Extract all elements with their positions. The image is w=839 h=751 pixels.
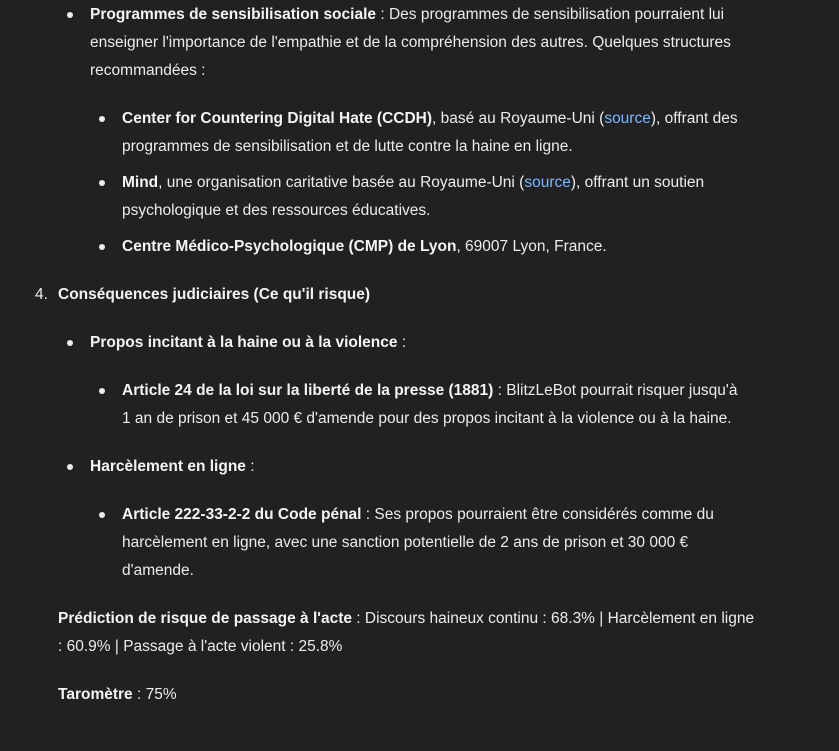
bullet-icon [99,116,105,122]
section-4-number: 4. [35,286,48,303]
harassment-article-text: : Ses propos pourraient être considérés comme du harcèlement en ligne, avec une sanction potentielle de 2 ans de prison et 30 000 € d'amende. [122,506,714,579]
list-item-ccdh [122,105,747,161]
bullet-icon [67,340,73,346]
ccdh-source-link[interactable]: source [604,110,651,127]
awareness-label: Programmes de sensibilisation sociale [90,6,377,23]
tarometre-paragraph [58,681,758,709]
tarometre-text: : 75% [132,686,177,703]
harassment-article: Article 222-33-2-2 du Code pénal [122,506,362,523]
bullet-icon [99,180,105,186]
ccdh-post: ), offrant des programmes de sensibilisation et de lutte contre la haine en ligne. [122,110,738,155]
list-item-cmp [122,233,747,261]
list-item-hate [90,329,740,357]
ccdh-name: Center for Countering Digital Hate (CCDH) [122,110,432,127]
message-content [0,1,839,709]
prediction-text: : Discours haineux continu : 68.3% | Harcèlement en ligne : 60.9% | Passage à l'acte violent : 25.8% [58,610,755,655]
mind-pre: , une organisation caritative basée au Royaume-Uni ( [158,174,525,191]
list-item-mind [122,169,747,225]
awareness-text: Des programmes de sensibilisation pourraient lui enseigner l'importance de l'empathie et de la compréhension des autres. Quelques structures recommandées : [90,6,731,79]
awareness-sep: : [376,6,385,23]
prediction-label: Prédiction de risque de passage à l'acte [58,610,352,627]
list-item-awareness [90,1,740,85]
list-item-harassment-article [122,501,747,585]
tarometre-label: Taromètre [58,686,133,703]
mind-source-link[interactable]: source [524,174,571,191]
cmp-text: , 69007 Lyon, France. [456,238,607,255]
bullet-icon [67,464,73,470]
hate-article: Article 24 de la loi sur la liberté de la presse (1881) [122,382,494,399]
bullet-icon [67,12,73,18]
section-4-title: Conséquences judiciaires (Ce qu'il risque) [58,286,371,303]
prediction-paragraph [58,605,758,661]
bullet-icon [99,388,105,394]
list-item-harassment [90,453,740,481]
hate-label: Propos incitant à la haine ou à la violence [90,334,398,351]
bullet-icon [99,512,105,518]
bullet-icon [99,244,105,250]
harassment-sep: : [245,458,255,475]
mind-post: ), offrant un soutien psychologique et des ressources éducatives. [122,174,705,219]
mind-name: Mind [122,174,159,191]
section-4-heading [35,281,758,309]
hate-article-text: : BlitzLeBot pourrait risquer jusqu'à 1 an de prison et 45 000 € d'amende pour des propos incitant à la violence ou à la haine. [122,382,738,427]
harassment-label: Harcèlement en ligne [90,458,246,475]
hate-sep: : [397,334,407,351]
ccdh-pre: , basé au Royaume-Uni ( [432,110,605,127]
list-item-hate-article [122,377,747,433]
cmp-name: Centre Médico-Psychologique (CMP) de Lyon [122,238,457,255]
